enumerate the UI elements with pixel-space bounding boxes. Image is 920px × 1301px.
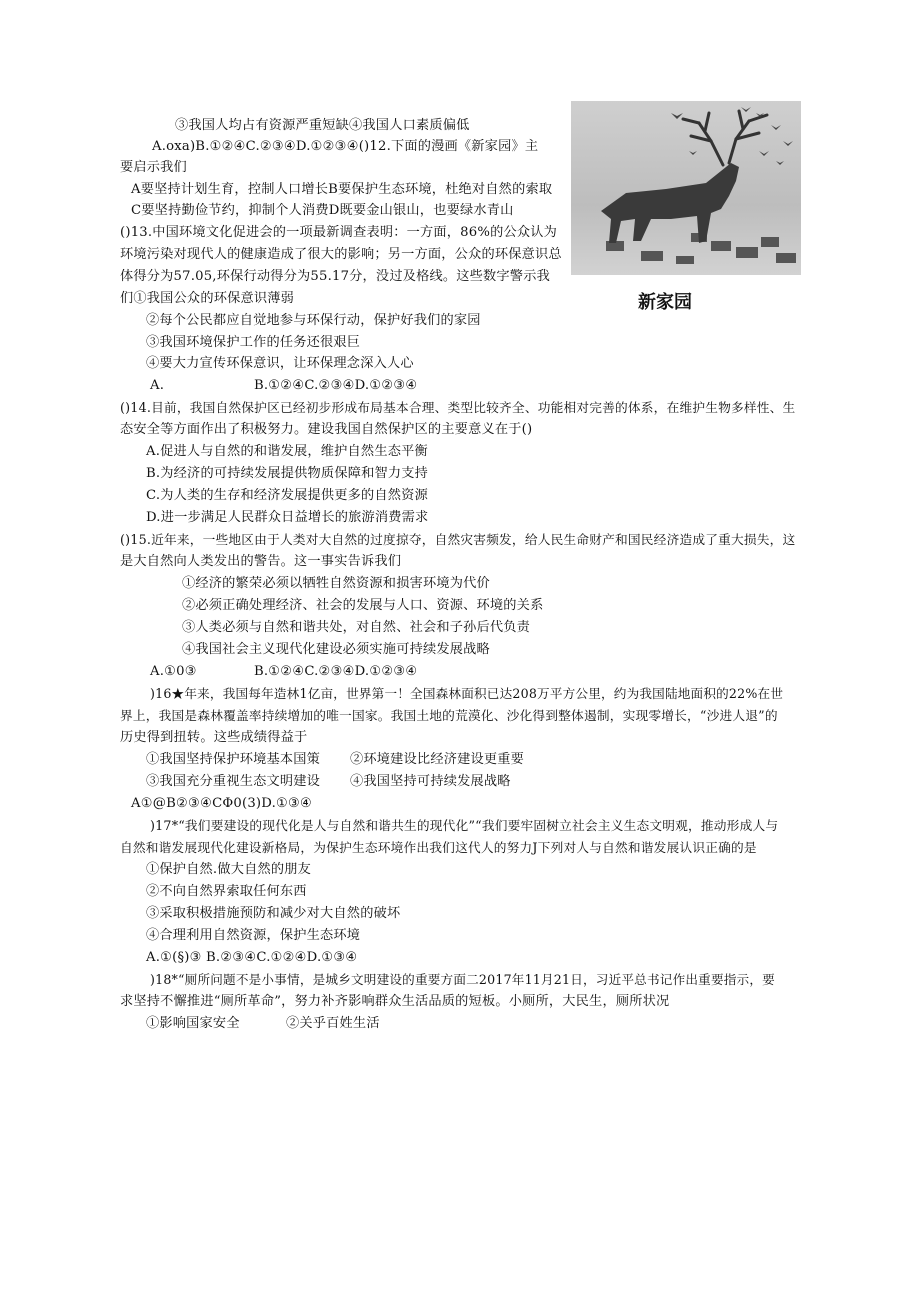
text-line: A. <box>150 378 165 393</box>
text-line: ①经济的繁荣必须以牺牲自然资源和损害环境为代价 <box>182 576 490 591</box>
text-line: B.为经济的可持续发展提供物质保障和智力支持 <box>146 466 429 481</box>
text-line: ②环境建设比经济建设更重要 <box>350 752 525 767</box>
text-line: ②不向自然界索取任何东西 <box>146 884 307 899</box>
text-line: ④我国坚持可持续发展战略 <box>350 774 511 789</box>
text-line: ④合理利用自然资源，保护生态环境 <box>146 928 361 943</box>
text-line: 自然和谐发展现代化建设新格局，为保护生态环境作出我们这代人的努力J下列对人与自然和谐发展认识正确的是 <box>120 840 757 855</box>
cartoon-caption: 新家园 <box>638 292 692 313</box>
text-line: 求坚持不懈推进“厕所革命”，努力补齐影响群众生活品质的短板。小厕所，大民生，厕所状况 <box>120 994 670 1009</box>
text-line: 界上，我国是森林覆盖率持续增加的唯一国家。我国土地的荒漠化、沙化得到整体遏制，实现零增长，“沙进人退”的 <box>120 708 778 723</box>
text-line: ③采取积极措施预防和减少对大自然的破坏 <box>146 906 401 921</box>
text-line: ③我国环境保护工作的任务还很艰巨 <box>146 335 361 350</box>
text-line: ①影响国家安全 <box>146 1016 240 1031</box>
text-line: B.①②④C.②③④D.①②③④ <box>254 664 418 679</box>
text-line: A.促进人与自然的和谐发展，维护自然生态平衡 <box>146 444 428 459</box>
text-line: 环境污染对现代人的健康造成了很大的影响；另一方面，公众的环保意识总 <box>120 247 562 262</box>
text-line: 是大自然向人类发出的警告。这一事实告诉我们 <box>120 554 402 569</box>
text-line: 们①我国公众的环保意识薄弱 <box>120 291 295 306</box>
text-line: ②关乎百姓生活 <box>286 1016 380 1031</box>
text-line: ()14.目前，我国自然保护区已经初步形成布局基本合理、类型比较齐全、功能相对完善的体系，在维护生物多样性、生 <box>120 400 796 415</box>
text-line: ③我国人均占有资源严重短缺④我国人口素质偏低 <box>175 118 470 133</box>
text-line: ③我国充分重视生态文明建设 <box>146 774 321 789</box>
text-line: ()15.近年来，一些地区由于人类对大自然的过度掠夺，自然灾害频发，给人民生命财产和国民经济造成了重大损失，这 <box>120 532 796 547</box>
text-line: ①我国坚持保护环境基本国策 <box>146 752 321 767</box>
text-line: A.oxa)B.①②④C.②③④D.①②③④()12.下面的漫画《新家园》主 <box>152 139 539 154</box>
text-line: D.进一步满足人民群众日益增长的旅游消费需求 <box>146 510 429 525</box>
text-line: )17*“我们要建设的现代化是人与自然和谐共生的现代化”“我们要牢固树立社会主义生态文明观，推动形成人与 <box>150 818 779 833</box>
text-line: 要启示我们 <box>120 160 187 175</box>
text-line: ④我国社会主义现代化建设必须实施可持续发展战略 <box>182 642 490 657</box>
text-line: B.①②④C.②③④D.①②③④ <box>254 378 418 393</box>
text-line: )16★年来，我国每年造林1亿亩，世界第一！全国森林面积已达208万平方公里，约为我国陆地面积的22%在世 <box>150 686 784 701</box>
text-line: 体得分为57.05,环保行动得分为55.17分，没过及格线。这些数字警示我 <box>120 269 550 284</box>
text-line: ()13.中国环境文化促进会的一项最新调查表明：一方面，86%的公众认为 <box>120 225 558 240</box>
text-line: C要坚持勤俭节约，抑制个人消费D既要金山银山，也要绿水青山 <box>131 203 514 218</box>
text-line: ③人类必须与自然和谐共处，对自然、社会和子孙后代负责 <box>182 620 531 635</box>
text-line: ①保护自然.做大自然的朋友 <box>146 862 312 877</box>
text-line: A.①0③ <box>150 664 197 679</box>
text-line: ②必须正确处理经济、社会的发展与人口、资源、环境的关系 <box>182 598 544 613</box>
text-line: ②每个公民都应自觉地参与环保行动，保护好我们的家园 <box>146 313 481 328</box>
text-line: 态安全等方面作出了积极努力。建设我国自然保护区的主要意义在于() <box>120 422 533 437</box>
text-line: )18*“厕所问题不是小事情，是城乡文明建设的重要方面二2017年11月21日，习近平总书记作出重要指示，要 <box>150 972 775 987</box>
text-line: C.为人类的生存和经济发展提供更多的自然资源 <box>146 488 428 503</box>
text-line: 历史得到扭转。这些成绩得益于 <box>120 730 308 745</box>
text-line: A.①(§)③ B.②③④C.①②④D.①③④ <box>146 950 358 965</box>
text-line: ④要大力宣传环保意识，让环保理念深入人心 <box>146 356 414 371</box>
text-line: A①@B②③④CΦ0(3)D.①③④ <box>131 796 313 811</box>
text-line: A要坚持计划生育，控制人口增长B要保护生态环境，杜绝对自然的索取 <box>131 182 553 197</box>
deer-cartoon-icon <box>571 101 801 275</box>
cartoon-image <box>571 101 801 275</box>
